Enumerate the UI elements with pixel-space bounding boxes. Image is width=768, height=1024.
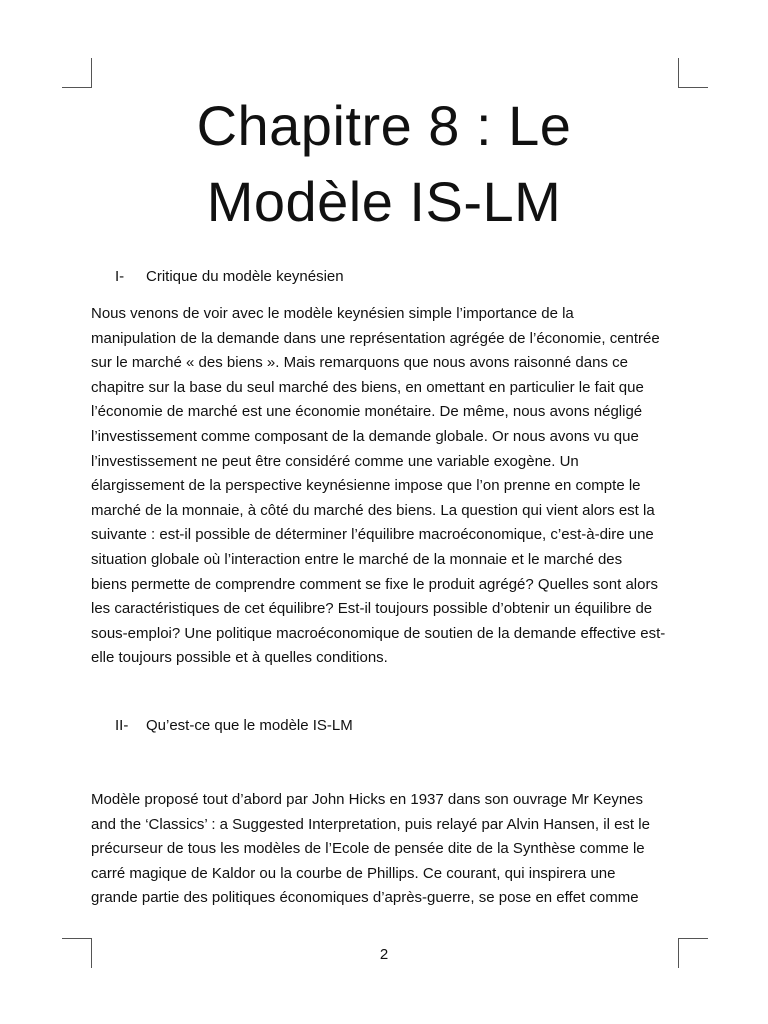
section-1-number: I- bbox=[115, 268, 125, 285]
section-1-paragraph bbox=[91, 302, 691, 671]
section-2-paragraph bbox=[91, 788, 691, 911]
section-1-title: Critique du modèle keynésien bbox=[146, 268, 344, 285]
chapter-title bbox=[0, 88, 768, 240]
paragraph-line: l’économie de marché est une économie monétaire. De même, nous avons négligé bbox=[91, 403, 643, 421]
paragraph-line: biens permette de comprendre comment se fixe le produit agrégé? Quelles sont alors bbox=[91, 575, 658, 593]
paragraph-line: sous-emploi? Une politique macroéconomique de soutien de la demande effective est- bbox=[91, 624, 666, 642]
crop-mark-top-left-vertical bbox=[91, 58, 92, 88]
paragraph-line: les caractéristiques de cet équilibre? Est-il toujours possible d’obtenir un équilibre de bbox=[91, 600, 653, 618]
paragraph-line: chapitre sur la base du seul marché des biens, en omettant en particulier le fait que bbox=[91, 378, 644, 396]
page-number: 2 bbox=[379, 946, 389, 963]
chapter-title-line-1: Chapitre 8 : Le bbox=[196, 94, 572, 157]
paragraph-line: manipulation de la demande dans une représentation agrégée de l’économie, centrée bbox=[91, 329, 660, 347]
paragraph-line: l’investissement comme composant de la demande globale. Or nous avons vu que bbox=[91, 427, 639, 445]
crop-mark-top-right-vertical bbox=[678, 58, 679, 88]
paragraph-line: marché de la monnaie, à côté du marché des biens. La question qui vient alors est la bbox=[91, 501, 655, 519]
crop-mark-bottom-left-horizontal bbox=[62, 938, 92, 939]
paragraph-line: situation globale où l’interaction entre le marché de la monnaie et le marché des bbox=[91, 550, 623, 568]
paragraph-line: élargissement de la perspective keynésienne impose que l’on prenne en compte le bbox=[91, 477, 641, 495]
paragraph-line: and the ‘Classics’ : a Suggested Interpretation, puis relayé par Alvin Hansen, il est le bbox=[91, 815, 650, 833]
paragraph-line: Nous venons de voir avec le modèle keynésien simple l’importance de la bbox=[91, 305, 574, 322]
section-2-heading bbox=[115, 716, 353, 736]
paragraph-line: Modèle proposé tout d’abord par John Hicks en 1937 dans son ouvrage Mr Keynes bbox=[91, 791, 644, 808]
paragraph-line: suivante : est-il possible de déterminer l’équilibre macroéconomique, c’est-à-dire une bbox=[91, 526, 654, 544]
paragraph-line: précurseur de tous les modèles de l’Ecole de pensée dite de la Synthèse comme le bbox=[91, 840, 645, 858]
paragraph-line: l’investissement ne peut être considéré comme une variable exogène. Un bbox=[91, 452, 579, 470]
paragraph-line: grande partie des politiques économiques d’après-guerre, se pose en effet comme bbox=[91, 889, 639, 907]
paragraph-line: carré magique de Kaldor ou la courbe de Phillips. Ce courant, qui inspirera une bbox=[91, 864, 616, 882]
section-2-title: Qu’est-ce que le modèle IS-LM bbox=[146, 717, 353, 734]
section-2-number: II- bbox=[115, 717, 129, 734]
paragraph-line: elle toujours possible et à quelles conditions. bbox=[91, 649, 388, 667]
paragraph-line: sur le marché « des biens ». Mais remarquons que nous avons raisonné dans ce bbox=[91, 354, 628, 372]
chapter-title-line-2: Modèle IS-LM bbox=[206, 170, 562, 233]
section-1-heading bbox=[115, 267, 344, 287]
crop-mark-bottom-right-horizontal bbox=[678, 938, 708, 939]
